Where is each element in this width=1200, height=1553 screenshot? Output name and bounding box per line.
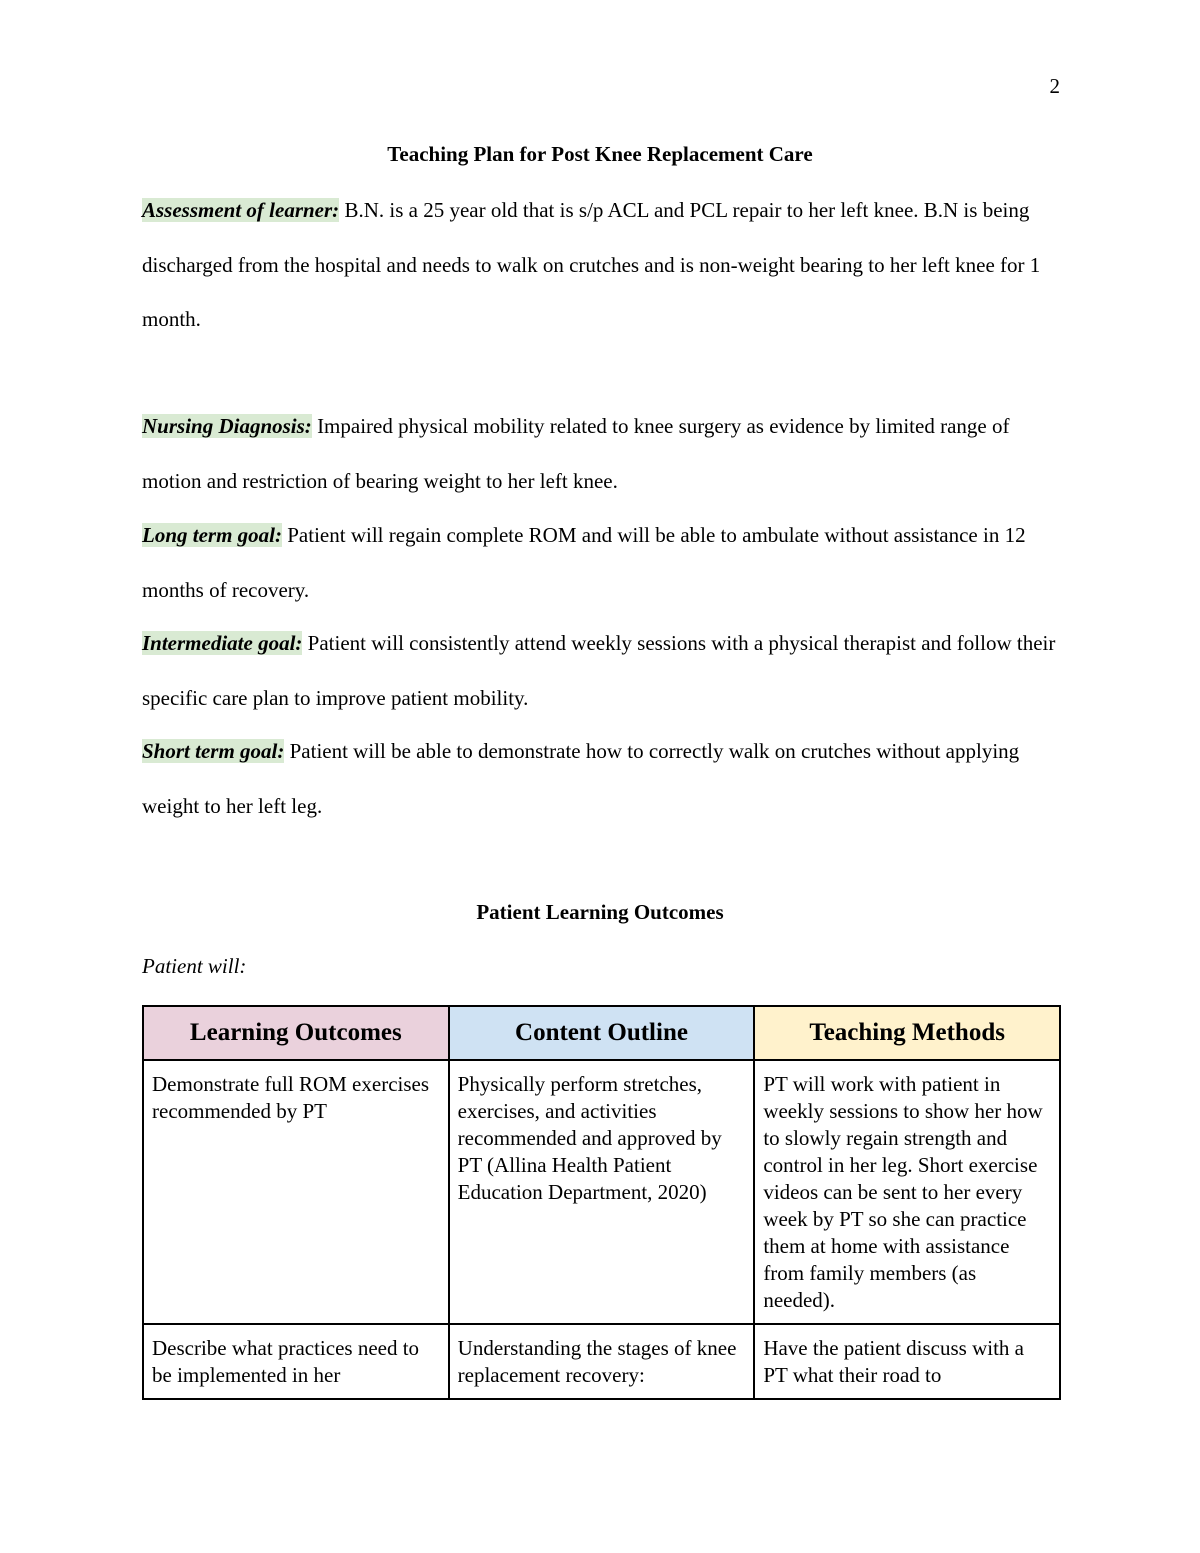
- nursing-diagnosis-text: Impaired physical mobility related to knee surgery as evidence by limited range of motion and restriction of bearing weight to her left knee.: [142, 414, 1010, 493]
- learning-outcomes-table: [142, 1005, 1061, 1400]
- table-cell: Have the patient discuss with a PT what their road to: [754, 1324, 1060, 1399]
- intermediate-goal-text: Patient will consistently attend weekly sessions with a physical therapist and follow their specific care plan to improve patient mobility.: [142, 631, 1056, 710]
- table-cell: Physically perform stretches, exercises, and activities recommended and approved by PT (Allina Health Patient Education Department, 2020): [449, 1060, 755, 1324]
- document-title: Teaching Plan for Post Knee Replacement Care: [387, 142, 813, 166]
- table-cell: Demonstrate full ROM exercises recommended by PT: [143, 1060, 449, 1324]
- table-row: [143, 1060, 1060, 1324]
- table-cell: PT will work with patient in weekly sessions to show her how to slowly regain strength and control in her leg. Short exercise videos can be sent to her every week by PT so she can practice them at home with assistance from family members (as needed).: [754, 1060, 1060, 1324]
- table-cell: Understanding the stages of knee replacement recovery:: [449, 1324, 755, 1399]
- short-term-goal-text: Patient will be able to demonstrate how to correctly walk on crutches without applying weight to her left leg.: [142, 739, 1020, 818]
- assessment-label: Assessment of learner:: [142, 198, 340, 222]
- header-teaching-methods: Teaching Methods: [754, 1006, 1060, 1060]
- table-cell: Describe what practices need to be implemented in her: [143, 1324, 449, 1399]
- intermediate-goal-label: Intermediate goal:: [142, 631, 303, 655]
- intermediate-goal-paragraph: [142, 616, 1062, 725]
- outcomes-subhead: Patient will:: [142, 954, 247, 978]
- assessment-paragraph: [142, 183, 1062, 347]
- long-term-goal-label: Long term goal:: [142, 523, 282, 547]
- short-term-goal-label: Short term goal:: [142, 739, 285, 763]
- table-row: [143, 1324, 1060, 1399]
- nursing-diagnosis-label: Nursing Diagnosis:: [142, 414, 312, 438]
- nursing-diagnosis-paragraph: [142, 399, 1062, 508]
- long-term-goal-text: Patient will regain complete ROM and will be able to ambulate without assistance in 12 months of recovery.: [142, 523, 1026, 602]
- page-number: 2: [1049, 74, 1060, 98]
- assessment-text: B.N. is a 25 year old that is s/p ACL and PCL repair to her left knee. B.N is being discharged from the hospital and needs to walk on crutches and is non-weight bearing to her left knee for 1 month.: [142, 198, 1041, 331]
- header-content-outline: Content Outline: [449, 1006, 755, 1060]
- outcomes-section-title: Patient Learning Outcomes: [476, 900, 724, 924]
- short-term-goal-paragraph: [142, 724, 1062, 833]
- long-term-goal-paragraph: [142, 508, 1062, 617]
- header-learning-outcomes: Learning Outcomes: [143, 1006, 449, 1060]
- table-header-row: [143, 1006, 1060, 1060]
